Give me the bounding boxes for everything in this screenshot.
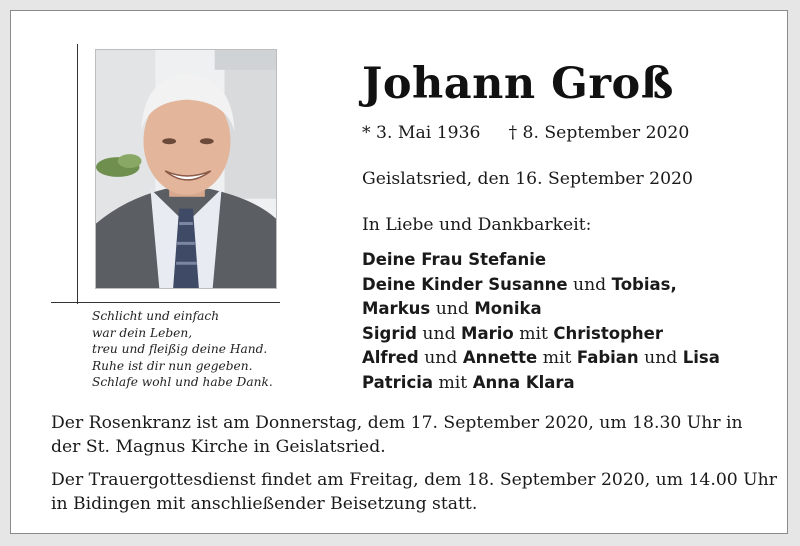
connector-text: mit [537,348,577,368]
horizontal-rule [51,302,280,303]
poem-line: treu und fleißig deine Hand. [92,342,268,356]
connector-text: und [638,348,683,368]
portrait-illustration [96,50,276,288]
mourner-name: Patricia [362,372,434,392]
obituary-card [10,10,788,534]
mourner-name: Monika [474,299,542,318]
rosary-notice [51,411,786,459]
mourners-line [362,346,720,371]
connector-text: mit [513,323,554,344]
mourner-name: Mario [461,323,514,343]
deceased-name: Johann Groß [362,59,674,109]
mourners-line [362,322,720,347]
life-dates [362,121,689,145]
mourner-name: Annette [462,348,538,367]
mourner-name: Christopher [553,323,663,343]
mourner-name: Sigrid [362,323,417,343]
connector-text: und [416,323,462,344]
mourner-name: , [670,274,677,294]
notice-line: der St. Magnus Kirche in Geislatsried. [51,437,386,457]
mourner-name: Deine Kinder Susanne [362,274,568,294]
notice-line: Der Trauergottesdienst findet am Freitag, dem 18. September 2020, um 14.00 Uhr [51,470,777,490]
notice-line: Der Rosenkranz ist am Donnerstag, dem 17. September 2020, um 18.30 Uhr in [51,413,743,433]
connector-text: mit [433,372,473,393]
mourner-name: Markus [362,299,431,318]
mourner-name: Fabian [576,348,639,367]
notice-line: in Bidingen mit anschließender Beisetzung statt. [51,494,478,514]
mourner-name: Alfred [362,348,419,367]
connector-text: und [567,274,612,295]
mourners-line [362,371,720,396]
poem [92,308,292,391]
mourner-name: Lisa [682,348,720,367]
mourners-intro: In Liebe und Dankbarkeit: [362,215,592,235]
death-date: † 8. September 2020 [508,123,690,143]
mourner-name: Anna Klara [472,372,575,392]
mourners-list [362,248,720,395]
mourners-line [362,248,720,273]
connector-text: und [418,348,463,368]
mourner-name: Deine Frau Stefanie [362,250,547,269]
connector-text: und [430,299,475,319]
mourner-name: Tobias [611,274,671,294]
portrait-photo [95,49,277,289]
vertical-rule [77,44,78,304]
poem-line: Schlafe wohl und habe Dank. [92,375,273,389]
poem-line: war dein Leben, [92,325,193,340]
funeral-service-notice [51,468,786,516]
birth-date: * 3. Mai 1936 [362,123,481,143]
poem-line: Schlicht und einfach [92,309,220,323]
poem-line: Ruhe ist dir nun gegeben. [92,358,253,373]
place-and-date: Geislatsried, den 16. September 2020 [362,169,693,189]
service-details [51,411,786,525]
mourners-line [362,297,720,322]
mourners-line [362,273,720,298]
